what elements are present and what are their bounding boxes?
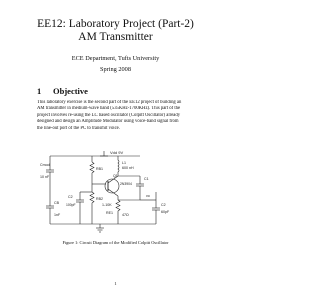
objective-line: designed and design an Amplitude Modulator using voice-band signal from: [37, 119, 179, 125]
l1-value: 600 nH: [122, 166, 134, 170]
title-line-1: EE12: Laboratory Project (Part-2): [37, 18, 194, 30]
q1-part: 2N3904: [120, 182, 132, 186]
c1-label: C1: [144, 177, 149, 181]
resistor-rb1: [90, 162, 94, 178]
department: ECE Department, Tufts University: [71, 55, 160, 62]
cmod-label: Cmod: [40, 163, 50, 167]
re1-label: RE1: [106, 211, 113, 215]
vo-label: vo: [146, 194, 150, 198]
l1-label: L1: [122, 161, 126, 165]
cb-value: 1nF: [54, 213, 61, 217]
rb2-label: RB2: [96, 197, 103, 201]
resistor-rb2: [90, 192, 94, 210]
page-number: 1: [114, 281, 117, 286]
q1-label: Q1: [113, 174, 118, 178]
section-number: 1: [37, 86, 42, 96]
c2-value: 100pF: [66, 203, 76, 207]
resistor-re1: [116, 200, 120, 218]
c2-label: C2: [68, 195, 73, 199]
circuit-diagram: [40, 148, 190, 238]
section-heading: [37, 86, 88, 96]
rb2-value: 1-10K: [102, 203, 112, 207]
re1-value: 47Ω: [122, 213, 129, 217]
vdd-label: Vdd 9V: [110, 150, 124, 155]
cmod-value: 10 nF: [40, 175, 50, 179]
cb-label: CB: [54, 201, 59, 205]
objective-line: project involves re-using the LC based oscillator (Colpitt Oscillator) already: [37, 112, 181, 118]
objective-line: This laboratory exercise is the second part of the EE12 project of building an: [37, 100, 182, 105]
title-line-2: AM Transmitter: [78, 31, 153, 43]
objective-paragraph: [37, 100, 195, 132]
transistor-q1: [105, 179, 119, 193]
cout-value: 60pF: [161, 210, 170, 214]
rb1-label: RB1: [96, 167, 103, 171]
objective-line: the line-out port of the PC to transmit voice.: [37, 125, 120, 131]
figure-caption: Figure 1: Circuit Diagram of the Modified Colpitt Oscillator: [62, 240, 169, 245]
objective-line: AM transmitter in medium-wave band (535KHz-1700KHz). This part of the: [37, 106, 181, 112]
cout-label: C2: [161, 203, 166, 207]
section-title: Objective: [53, 86, 88, 96]
date: Spring 2008: [100, 66, 131, 73]
inductor-l1: [118, 156, 119, 176]
